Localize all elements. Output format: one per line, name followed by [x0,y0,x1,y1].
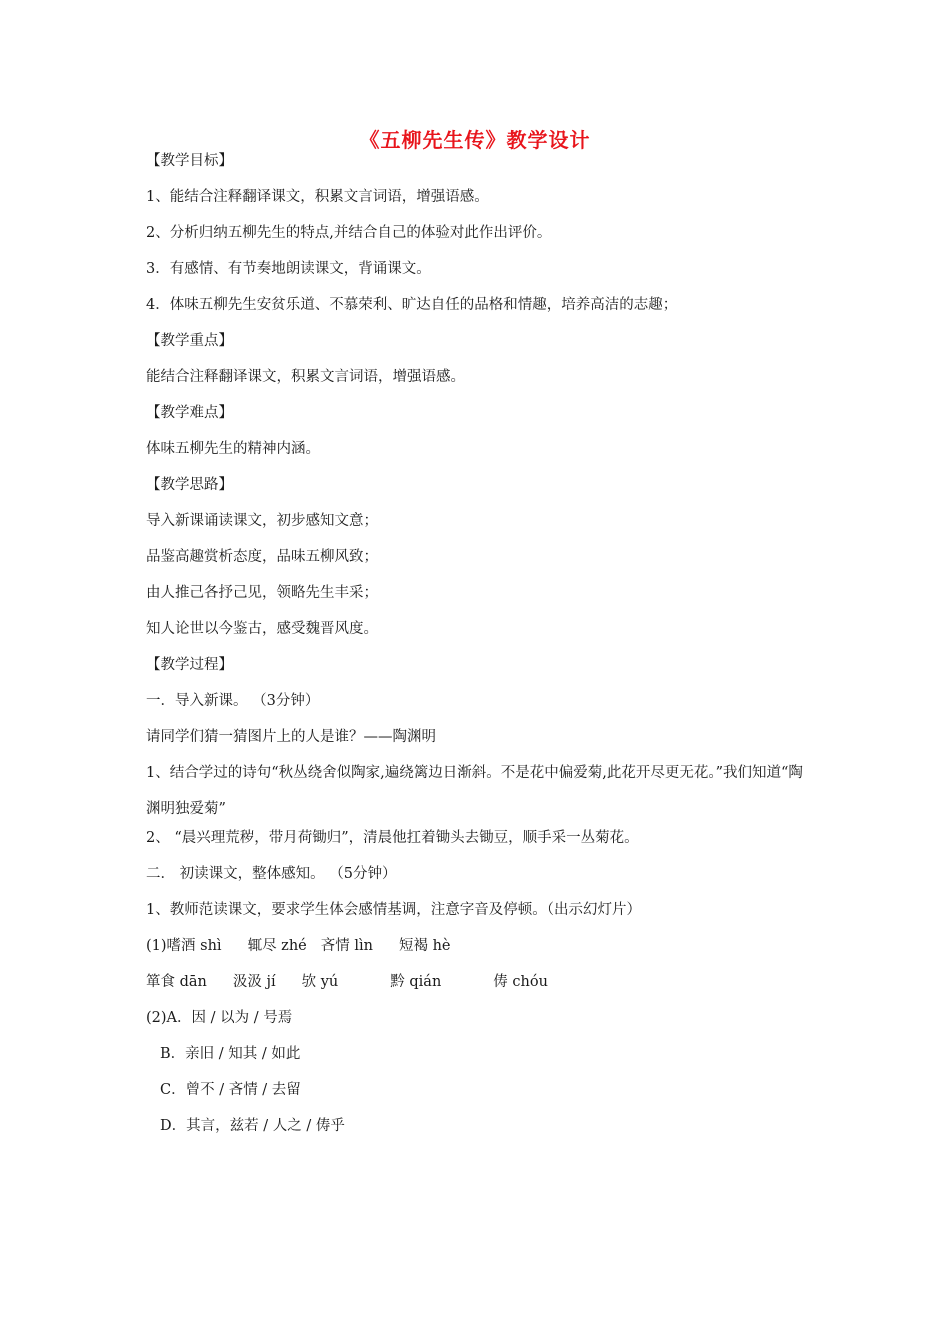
approach-item: 导入新课诵读课文，初步感知文意； [146,513,378,529]
pause-item-b: B．亲旧 / 知其 / 如此 [160,1046,301,1062]
pron-entry: 黔 qián [390,974,442,990]
process-heading: 【教学过程】 [146,657,233,673]
pron-entry: 箪食 dān [146,974,207,990]
step1-title: 一．导入新课。 （3分钟） [146,693,320,709]
step1-question: 请同学们猜一猜图片上的人是谁？——陶渊明 [146,729,436,745]
pron-entry: 欤 yú [301,974,339,990]
goals-heading: 【教学目标】 [146,153,233,169]
goal-item: 1、能结合注释翻译课文，积累文言词语，增强语感。 [146,189,489,205]
goal-item: 4．体味五柳先生安贫乐道、不慕荣利、旷达自任的品格和情趣，培养高洁的志趣； [146,297,678,313]
document-body [146,150,816,1151]
approach-item: 品鉴高趣赏析态度，品味五柳风致； [146,549,378,565]
key-heading: 【教学重点】 [146,333,233,349]
pause-item-c: C．曾不 / 吝情 / 去留 [160,1082,301,1098]
pron-entry: 吝情 lìn [320,938,373,954]
step2-title: 二． 初读课文，整体感知。 （5分钟） [146,866,397,882]
step1-item-2: 2、 “晨兴理荒秽，带月荷锄归”，清晨他扛着锄头去锄豆，顺手采一丛菊花。 [146,830,639,846]
pron-entry: (1)嗜酒 shì [146,938,222,954]
pronunciation-row-2 [146,971,816,1007]
pron-entry: 短褐 hè [398,938,451,954]
goal-item: 2、分析归纳五柳先生的特点,并结合自己的体验对此作出评价。 [146,225,552,241]
key-text: 能结合注释翻译课文，积累文言词语，增强语感。 [146,369,465,385]
approach-item: 知人论世以今鉴古，感受魏晋风度。 [146,621,378,637]
step1-item-1: 1、结合学过的诗句“秋丛绕舍似陶家,遍绕篱边日渐斜。不是花中偏爱菊,此花开尽更无花。”我们知道“陶渊明独爱菊” [146,765,803,817]
pause-item-a: (2)A．因 / 以为 / 号焉 [146,1010,293,1026]
step2-item-1: 1、教师范读课文，要求学生体会感情基调，注意字音及停顿。（出示幻灯片） [146,902,641,918]
pause-item-d: D．其言，兹若 / 人之 / 俦乎 [160,1118,345,1134]
pron-entry: 俦 chóu [493,974,548,990]
pron-entry: 辄尽 zhé [247,938,307,954]
difficulty-text: 体味五柳先生的精神内涵。 [146,441,320,457]
document-title: 《五柳先生传》教学设计 [359,128,591,152]
difficulty-heading: 【教学难点】 [146,405,233,421]
pron-entry: 汲汲 jí [232,974,276,990]
pronunciation-row-1 [146,935,816,971]
goal-item: 3．有感情、有节奏地朗读课文，背诵课文。 [146,261,431,277]
approach-item: 由人推己各抒己见，领略先生丰采； [146,585,378,601]
approach-heading: 【教学思路】 [146,477,233,493]
